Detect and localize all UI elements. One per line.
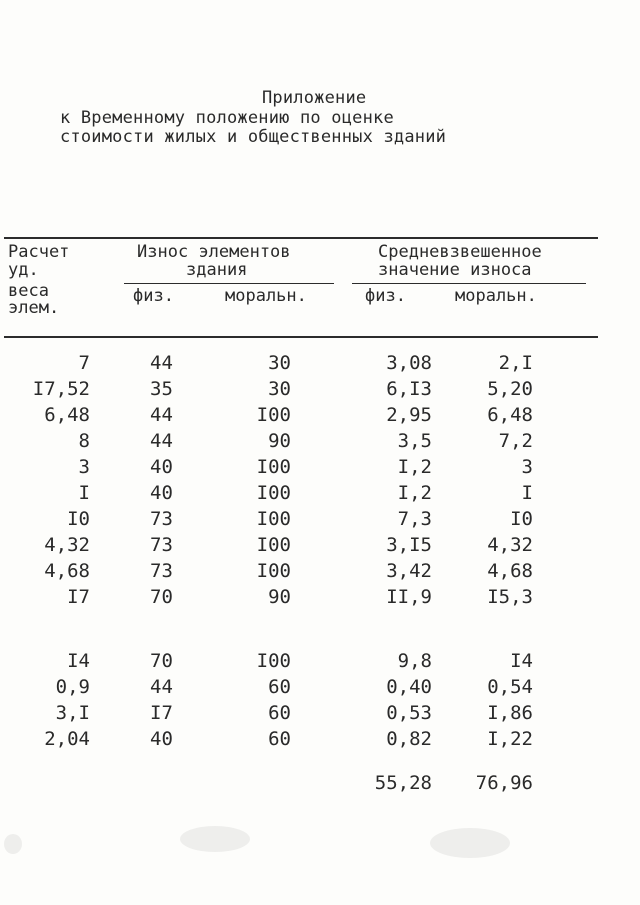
cell-weighted-physical: 3,5 [397,430,432,452]
cell-weighted-moral: I,86 [487,702,533,724]
subheader-fiz-wear: физ. [133,286,174,306]
cell-weighted-physical: I,2 [397,456,432,478]
table-row [0,482,640,508]
subheader-moral-weighted: моральн. [455,286,537,306]
cell-weighted-moral: 2,I [498,352,533,374]
cell-weighted-physical: 0,40 [386,676,432,698]
table-row [0,702,640,728]
cell-weighted-moral: I0 [510,508,533,530]
cell-physical-wear: 70 [150,586,173,608]
cell-weighted-physical: 3,08 [386,352,432,374]
table-row [0,378,640,404]
heading-line-3: стоимости жилых и общественных зданий [60,127,447,147]
group2-header-line-2: здания [186,260,248,280]
cell-moral-wear: I00 [256,508,291,530]
cell-moral-wear: 30 [268,378,291,400]
cell-physical-wear: 73 [150,560,173,582]
table-row [0,728,640,754]
cell-physical-wear: 40 [150,482,173,504]
cell-moral-wear: 60 [268,728,291,750]
cell-moral-wear: I00 [256,534,291,556]
cell-physical-wear: 40 [150,456,173,478]
total-weighted-physical: 55,28 [374,772,432,794]
table-row [0,352,640,378]
cell-weighted-moral: I [521,482,533,504]
group2-underline [124,283,334,284]
cell-physical-wear: 44 [150,352,173,374]
cell-element-weight: 3,I [55,702,90,724]
cell-moral-wear: 30 [268,352,291,374]
cell-physical-wear: I7 [150,702,173,724]
cell-moral-wear: 60 [268,702,291,724]
cell-weighted-physical: 2,95 [386,404,432,426]
cell-weighted-moral: I4 [510,650,533,672]
heading-line-1: Приложение [262,88,367,108]
cell-physical-wear: 44 [150,430,173,452]
cell-element-weight: 8 [78,430,90,452]
col1-header-line-3: веса [8,281,49,301]
table-row [0,650,640,676]
table-row [0,508,640,534]
paper-smudge [430,828,510,858]
cell-weighted-physical: 7,3 [397,508,432,530]
cell-weighted-physical: II,9 [386,586,432,608]
cell-moral-wear: I00 [256,404,291,426]
subheader-fiz-weighted: физ. [365,286,406,306]
group3-header-line-1: Средневзвешенное [378,242,542,262]
cell-physical-wear: 44 [150,676,173,698]
cell-weighted-physical: 3,I5 [386,534,432,556]
group3-header-line-2: значение износа [378,260,532,280]
cell-weighted-moral: 6,48 [487,404,533,426]
table-row [0,456,640,482]
cell-weighted-moral: 5,20 [487,378,533,400]
totals-row [0,772,640,798]
table-row [0,676,640,702]
cell-element-weight: 4,68 [44,560,90,582]
col1-header-line-2: уд. [8,260,39,280]
cell-weighted-physical: 6,I3 [386,378,432,400]
table-row [0,404,640,430]
cell-weighted-moral: 7,2 [498,430,533,452]
cell-physical-wear: 73 [150,534,173,556]
cell-moral-wear: I00 [256,560,291,582]
cell-weighted-physical: 9,8 [397,650,432,672]
cell-element-weight: 2,04 [44,728,90,750]
table-row [0,430,640,456]
col1-header-line-4: элем. [8,298,60,318]
cell-moral-wear: 90 [268,586,291,608]
paper-smudge [4,834,22,854]
cell-physical-wear: 40 [150,728,173,750]
cell-weighted-moral: I,22 [487,728,533,750]
table-row [0,586,640,612]
cell-element-weight: 6,48 [44,404,90,426]
paper-smudge [180,826,250,852]
cell-weighted-physical: 3,42 [386,560,432,582]
col1-header-line-1: Расчет [8,242,70,262]
cell-weighted-moral: I5,3 [487,586,533,608]
table-row [0,560,640,586]
cell-weighted-physical: 0,82 [386,728,432,750]
cell-weighted-moral: 3 [521,456,533,478]
cell-weighted-physical: I,2 [397,482,432,504]
subheader-moral-wear: моральн. [225,286,307,306]
cell-weighted-moral: 0,54 [487,676,533,698]
cell-weighted-moral: 4,32 [487,534,533,556]
cell-weighted-moral: 4,68 [487,560,533,582]
heading-line-2: к Временному положению по оценке [60,108,394,128]
header-bottom-rule [4,336,598,338]
cell-moral-wear: I00 [256,650,291,672]
cell-moral-wear: I00 [256,456,291,478]
cell-element-weight: 7 [78,352,90,374]
group3-underline [352,283,586,284]
cell-element-weight: I4 [67,650,90,672]
group2-header-line-1: Износ элементов [137,242,291,262]
cell-physical-wear: 44 [150,404,173,426]
cell-physical-wear: 70 [150,650,173,672]
table-top-rule [4,237,598,239]
cell-physical-wear: 35 [150,378,173,400]
cell-weighted-physical: 0,53 [386,702,432,724]
cell-element-weight: 0,9 [55,676,90,698]
total-weighted-moral: 76,96 [475,772,533,794]
cell-element-weight: I7 [67,586,90,608]
cell-moral-wear: 60 [268,676,291,698]
cell-element-weight: 4,32 [44,534,90,556]
cell-element-weight: 3 [78,456,90,478]
cell-element-weight: I [78,482,90,504]
table-row [0,534,640,560]
cell-physical-wear: 73 [150,508,173,530]
cell-element-weight: I7,52 [32,378,90,400]
cell-moral-wear: I00 [256,482,291,504]
cell-moral-wear: 90 [268,430,291,452]
cell-element-weight: I0 [67,508,90,530]
